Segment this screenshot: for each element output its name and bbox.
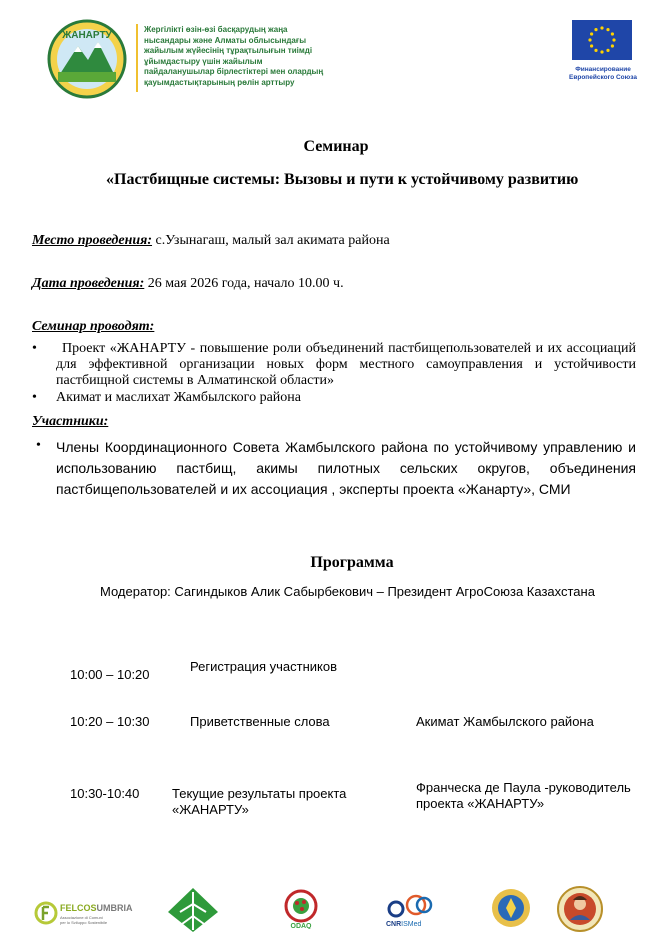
schedule-activity: Приветственные слова [190, 714, 330, 729]
portrait-seal-logo [556, 884, 604, 934]
emblem-logo [490, 886, 532, 930]
cnr-ismed-logo [384, 893, 436, 929]
participants-text: Члены Координационного Совета Жамбылского района по устойчивому управлению и использованию пастбищ, акимы пилотных сельских округов, объединения пастбищепользователей и их ассоциация , эксперты проекта «Жанарту», СМИ [56, 439, 636, 497]
organizer-item [32, 341, 636, 389]
svg-text:FELCOSUMBRIA: FELCOSUMBRIA [60, 903, 133, 913]
date-label: Дата проведения: [32, 276, 145, 291]
header-kazakh-text [144, 25, 364, 89]
schedule-time: 10:30-10:40 [70, 786, 140, 801]
program-title: Программа [310, 554, 394, 571]
schedule-time: 10:00 – 10:20 [70, 667, 150, 682]
eu-caption [560, 66, 646, 82]
date-line [32, 276, 344, 292]
seminar-label: Семинар [303, 138, 369, 155]
venue-value: с.Узынагаш, малый зал акимата района [152, 233, 390, 248]
header-line: қауымдастықтарының рөлін арттыру [144, 77, 295, 87]
bullet-icon: • [36, 438, 41, 453]
date-value: 26 мая 2026 года, начало 10.00 ч. [144, 276, 344, 291]
seminar-title: «Пастбищные системы: Вызовы и пути к устойчивому развитию [106, 171, 579, 188]
green-leaf-logo [166, 886, 220, 934]
eu-caption-line: Финансирование [575, 66, 631, 73]
venue-label: Место проведения: [32, 233, 153, 248]
schedule-time: 10:20 – 10:30 [70, 714, 150, 729]
header-line: Жергілікті өзін-өзі басқарудың жаңа [144, 25, 288, 34]
venue-line [32, 233, 390, 249]
eu-flag [572, 20, 632, 60]
svg-text:per lo Sviluppo Sostenibile: per lo Sviluppo Sostenibile [60, 920, 108, 925]
schedule-speaker: Франческа де Паула -руководитель проекта «ЖАНАРТУ» [416, 780, 631, 811]
organizer-text: Проект «ЖАНАРТУ - повышение роли объединений пастбищепользователей и их ассоциаций для эффективной организации новых форм местного самоуправления и устойчивости пастбищной системы в Алматинской области» [56, 341, 636, 388]
zhanartu-logo [42, 18, 132, 100]
schedule-activity: Текущие результаты проекта «ЖАНАРТУ» [172, 786, 347, 817]
schedule-activity: Регистрация участников [190, 659, 337, 674]
organizer-text: Акимат и маслихат Жамбылского района [56, 390, 301, 405]
svg-text:CNRISMed: CNRISMed [386, 921, 422, 928]
svg-text:ODAQ: ODAQ [290, 923, 312, 929]
schedule-speaker: Акимат Жамбылского района [416, 714, 594, 729]
svg-text:ЖАНАРТУ: ЖАНАРТУ [62, 30, 112, 41]
felcos-logo [34, 895, 134, 931]
eu-caption-line: Европейского Союза [569, 74, 637, 81]
organizers-label: Семинар проводят: [32, 319, 155, 334]
organizer-item [32, 390, 636, 406]
header-divider [136, 24, 138, 92]
odaq-logo [280, 887, 322, 929]
header-line: ұйымдастыру үшін жайылым [144, 56, 263, 66]
header-line: пайдаланушылар бірлестіктері мен олардың [144, 67, 324, 77]
header-line: жайылым жүйесінің тұрақтылығын тиімді [144, 46, 313, 56]
header-line: нысандары және Алматы облысындағы [144, 35, 307, 45]
bullet-icon: • [32, 341, 37, 356]
moderator-line: Модератор: Сагиндыков Алик Сабырбекович – Президент АгроСоюза Казахстана [100, 584, 595, 599]
svg-text:Associazione di Comuni: Associazione di Comuni [60, 915, 103, 920]
bullet-icon: • [32, 390, 37, 405]
participants-label: Участники: [32, 414, 109, 429]
